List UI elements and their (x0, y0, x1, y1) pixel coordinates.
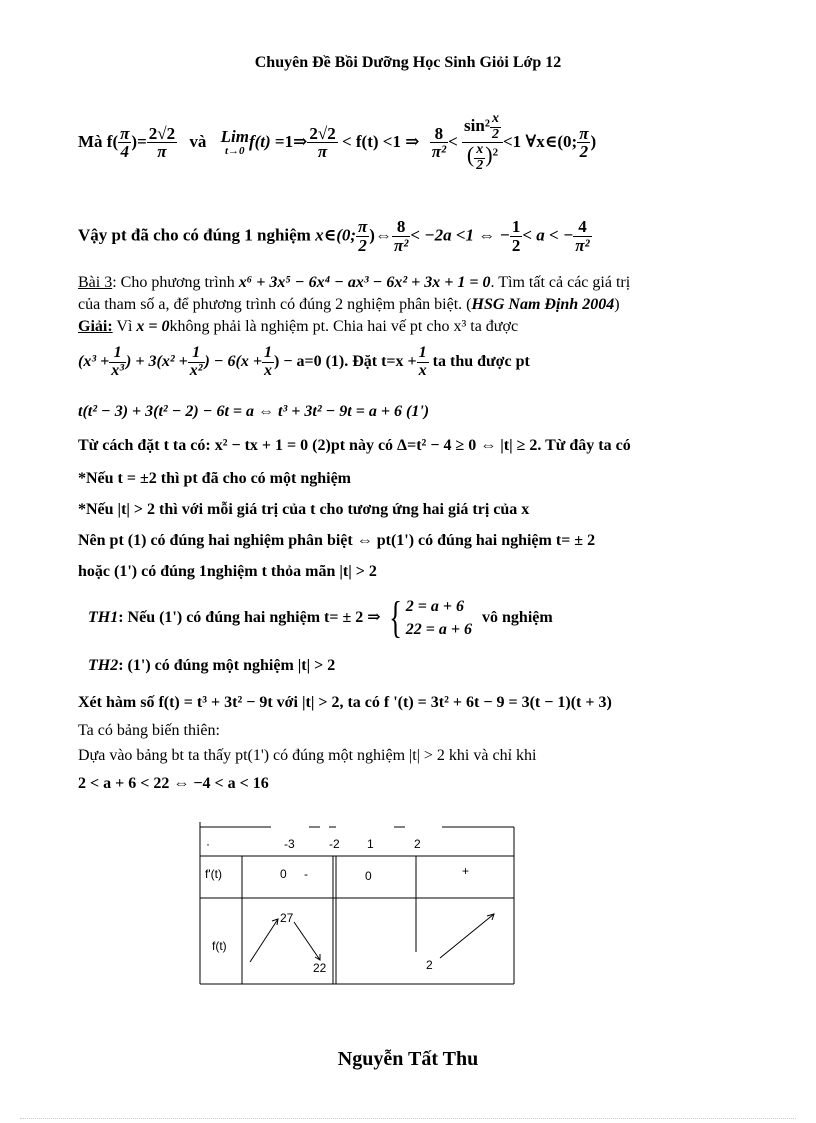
text: <1 ∀x∈(0; (502, 131, 578, 151)
page-divider (20, 1118, 796, 1119)
num: π (579, 123, 589, 143)
problem-line-1 (78, 274, 630, 292)
problem-label: Bài 3 (78, 274, 113, 291)
table-intro: Ta có bảng biến thiên: (78, 722, 220, 739)
text: vô nghiệm (482, 608, 553, 626)
t-label: 1 (367, 837, 374, 851)
f-value: 2 (426, 958, 433, 972)
text: : Cho phương trình (112, 274, 235, 291)
text: Mà f( (78, 131, 119, 151)
text: ta thu được pt (432, 352, 530, 370)
equation: x⁶ + 3x⁵ − 6x⁴ − ax³ − 6x² + 3x + 1 = 0 (238, 274, 491, 291)
num: 1 (511, 217, 521, 236)
text: )= (131, 131, 147, 151)
den: π² (431, 142, 447, 162)
function-line: Xét hàm số f(t) = t³ + 3t² − 9t với |t| > 2, ta có f '(t) = 3t² + 6t − 9 = 3(t − 1)(t + 3) (78, 694, 612, 711)
den: x (264, 361, 272, 379)
num: π (120, 123, 130, 143)
den: 2 (476, 158, 484, 174)
den: x² (189, 361, 203, 379)
text: : Nếu (1') có đúng hai nghiệm t= ± 2 ⇒ (118, 608, 381, 626)
case-2: *Nếu |t| > 2 thì với mỗi giá trị của t cho tương ứng hai giá trị của x (78, 501, 530, 518)
text: . Tìm tất cả các giá trị (490, 274, 631, 291)
den: x³ (111, 361, 125, 379)
text: =1⇒ (274, 131, 308, 151)
fp-value: - (304, 867, 308, 881)
f-value: 22 (313, 961, 327, 975)
f-value: 27 (280, 911, 294, 925)
equivalence-line: Nên pt (1) có đúng hai nghiệm phân biệt ⇔ pt(1') có đúng hai nghiệm t= ± 2 (78, 532, 596, 549)
num: 8 (434, 123, 444, 143)
den: 2 (577, 142, 590, 161)
case-1: *Nếu t = ±2 thì pt đã cho có một nghiệm (78, 470, 352, 487)
t-label: -2 (329, 837, 340, 851)
increasing-arrow (440, 914, 494, 958)
variation-table (198, 822, 518, 992)
text: < (448, 131, 458, 151)
source: HSG Nam Định 2004 (471, 296, 615, 313)
num: 1 (418, 344, 427, 361)
num: x (476, 142, 484, 158)
f-label: f(t) (212, 939, 227, 953)
equation-1 (78, 345, 530, 380)
den: π² (575, 235, 590, 255)
den: π (147, 142, 177, 161)
text: )⇔ (369, 225, 392, 245)
text: ) (590, 131, 597, 151)
den: π² (393, 235, 409, 255)
page-header: Chuyên Đề Bồi Dưỡng Học Sinh Giỏi Lớp 12 (254, 54, 562, 71)
num: 8 (396, 217, 406, 236)
text: ) − 6(x + (204, 352, 262, 370)
fp-value: 0 (365, 869, 372, 883)
den: 2 (356, 236, 369, 255)
den: π (307, 142, 337, 161)
text: (x³ + (78, 352, 110, 370)
solution-label: Giải: (78, 318, 113, 335)
sin: sin² (464, 116, 490, 136)
final-answer: 2 < a + 6 < 22 ⇔ −4 < a < 16 (78, 775, 269, 792)
solution-intro (78, 318, 518, 336)
table-conclusion: Dựa vào bảng bt ta thấy pt(1') có đúng một nghiệm |t| > 2 khi và chỉ khi (78, 747, 537, 764)
den: 2 (511, 235, 521, 255)
equation-2: t(t² − 3) + 3(t² − 2) − 6t = a ⇔ t³ + 3t² − 9t = a + 6 (1') (78, 403, 430, 420)
text: của tham số a, để phương trình có đúng 2 nghiệm phân biệt. ( (78, 296, 472, 313)
text: f(t) (248, 131, 271, 151)
fp-label: f'(t) (205, 867, 222, 881)
fp-value: + (462, 864, 470, 878)
den: 4 (118, 142, 131, 161)
den: x (418, 361, 427, 379)
substitution-line: Từ cách đặt t ta có: x² − tx + 1 = 0 (2)pt này có Δ=t² − 4 ≥ 0 ⇔ |t| ≥ 2. Từ đây ta có (78, 437, 631, 454)
corner-dot: · (206, 837, 210, 851)
case-th1: TH1: Nếu (1') có đúng hai nghiệm t= ± 2 ⇒ { 2 = a + 6 22 = a + 6 vô nghiệm (88, 593, 553, 643)
text: ) + 3(x² + (126, 352, 188, 370)
sq: 2 (492, 146, 499, 159)
text: x = 0 (136, 318, 170, 335)
case-th2 (88, 657, 335, 675)
lim: Lim (220, 127, 249, 147)
t-label: -3 (284, 837, 295, 851)
fp-value: 0 (280, 867, 287, 881)
text: ) (614, 296, 620, 313)
system-eq-1: 2 = a + 6 (405, 598, 465, 615)
system-eq-2: 22 = a + 6 (405, 621, 473, 639)
num: 2√2 (309, 123, 336, 143)
text: x∈(0; (315, 225, 357, 245)
num: 4 (578, 217, 587, 236)
text: : (1') có đúng một nghiệm |t| > 2 (118, 657, 336, 674)
num: π (358, 217, 368, 236)
text: không phải là nghiệm pt. Chia hai vế pt cho x³ ta được (169, 318, 519, 335)
t-label: 2 (414, 837, 421, 851)
conclusion-line (78, 218, 592, 255)
text: Vậy pt đã cho có đúng 1 nghiệm (78, 225, 311, 245)
text: và (189, 131, 207, 151)
text: Vì (116, 318, 133, 335)
num: 2√2 (148, 123, 176, 143)
lim-sub: t→0 (225, 145, 245, 158)
limit-line: Mà f( $\frac{\pi}{4}$ )= $\frac{2√2}{\pi}$ và Lim t→0 f(t) =1⇒ $\frac{2√2}{\pi}$ < f(t) <1 ⇒ $\frac{8}{\text{π²}}$ < sin² $\frac{x}{2}$ ( $\frac{x}{2}$ )$^2$ <1 ∀x∈(0; $\frac{\pi}{2}$ ) (78, 111, 597, 174)
text: < f(t) <1 ⇒ (341, 131, 420, 151)
text: < −2a <1 ⇔ − (410, 225, 510, 245)
problem-line-2 (78, 296, 620, 314)
num: 1 (113, 344, 122, 361)
th2-label: TH2 (88, 657, 119, 674)
num: 1 (192, 344, 201, 361)
text: < a < − (522, 225, 574, 245)
decreasing-arrow (294, 922, 320, 960)
increasing-arrow (250, 919, 278, 962)
text: ) − a=0 (1). Đặt t=x + (274, 352, 417, 370)
num: x (491, 111, 499, 126)
author-footer: Nguyễn Tất Thu (337, 1048, 479, 1070)
den: 2 (491, 126, 499, 142)
th1-label: TH1 (88, 608, 119, 626)
num: 1 (264, 344, 272, 361)
or-line: hoặc (1') có đúng 1nghiệm t thỏa mãn |t| > 2 (78, 563, 377, 580)
